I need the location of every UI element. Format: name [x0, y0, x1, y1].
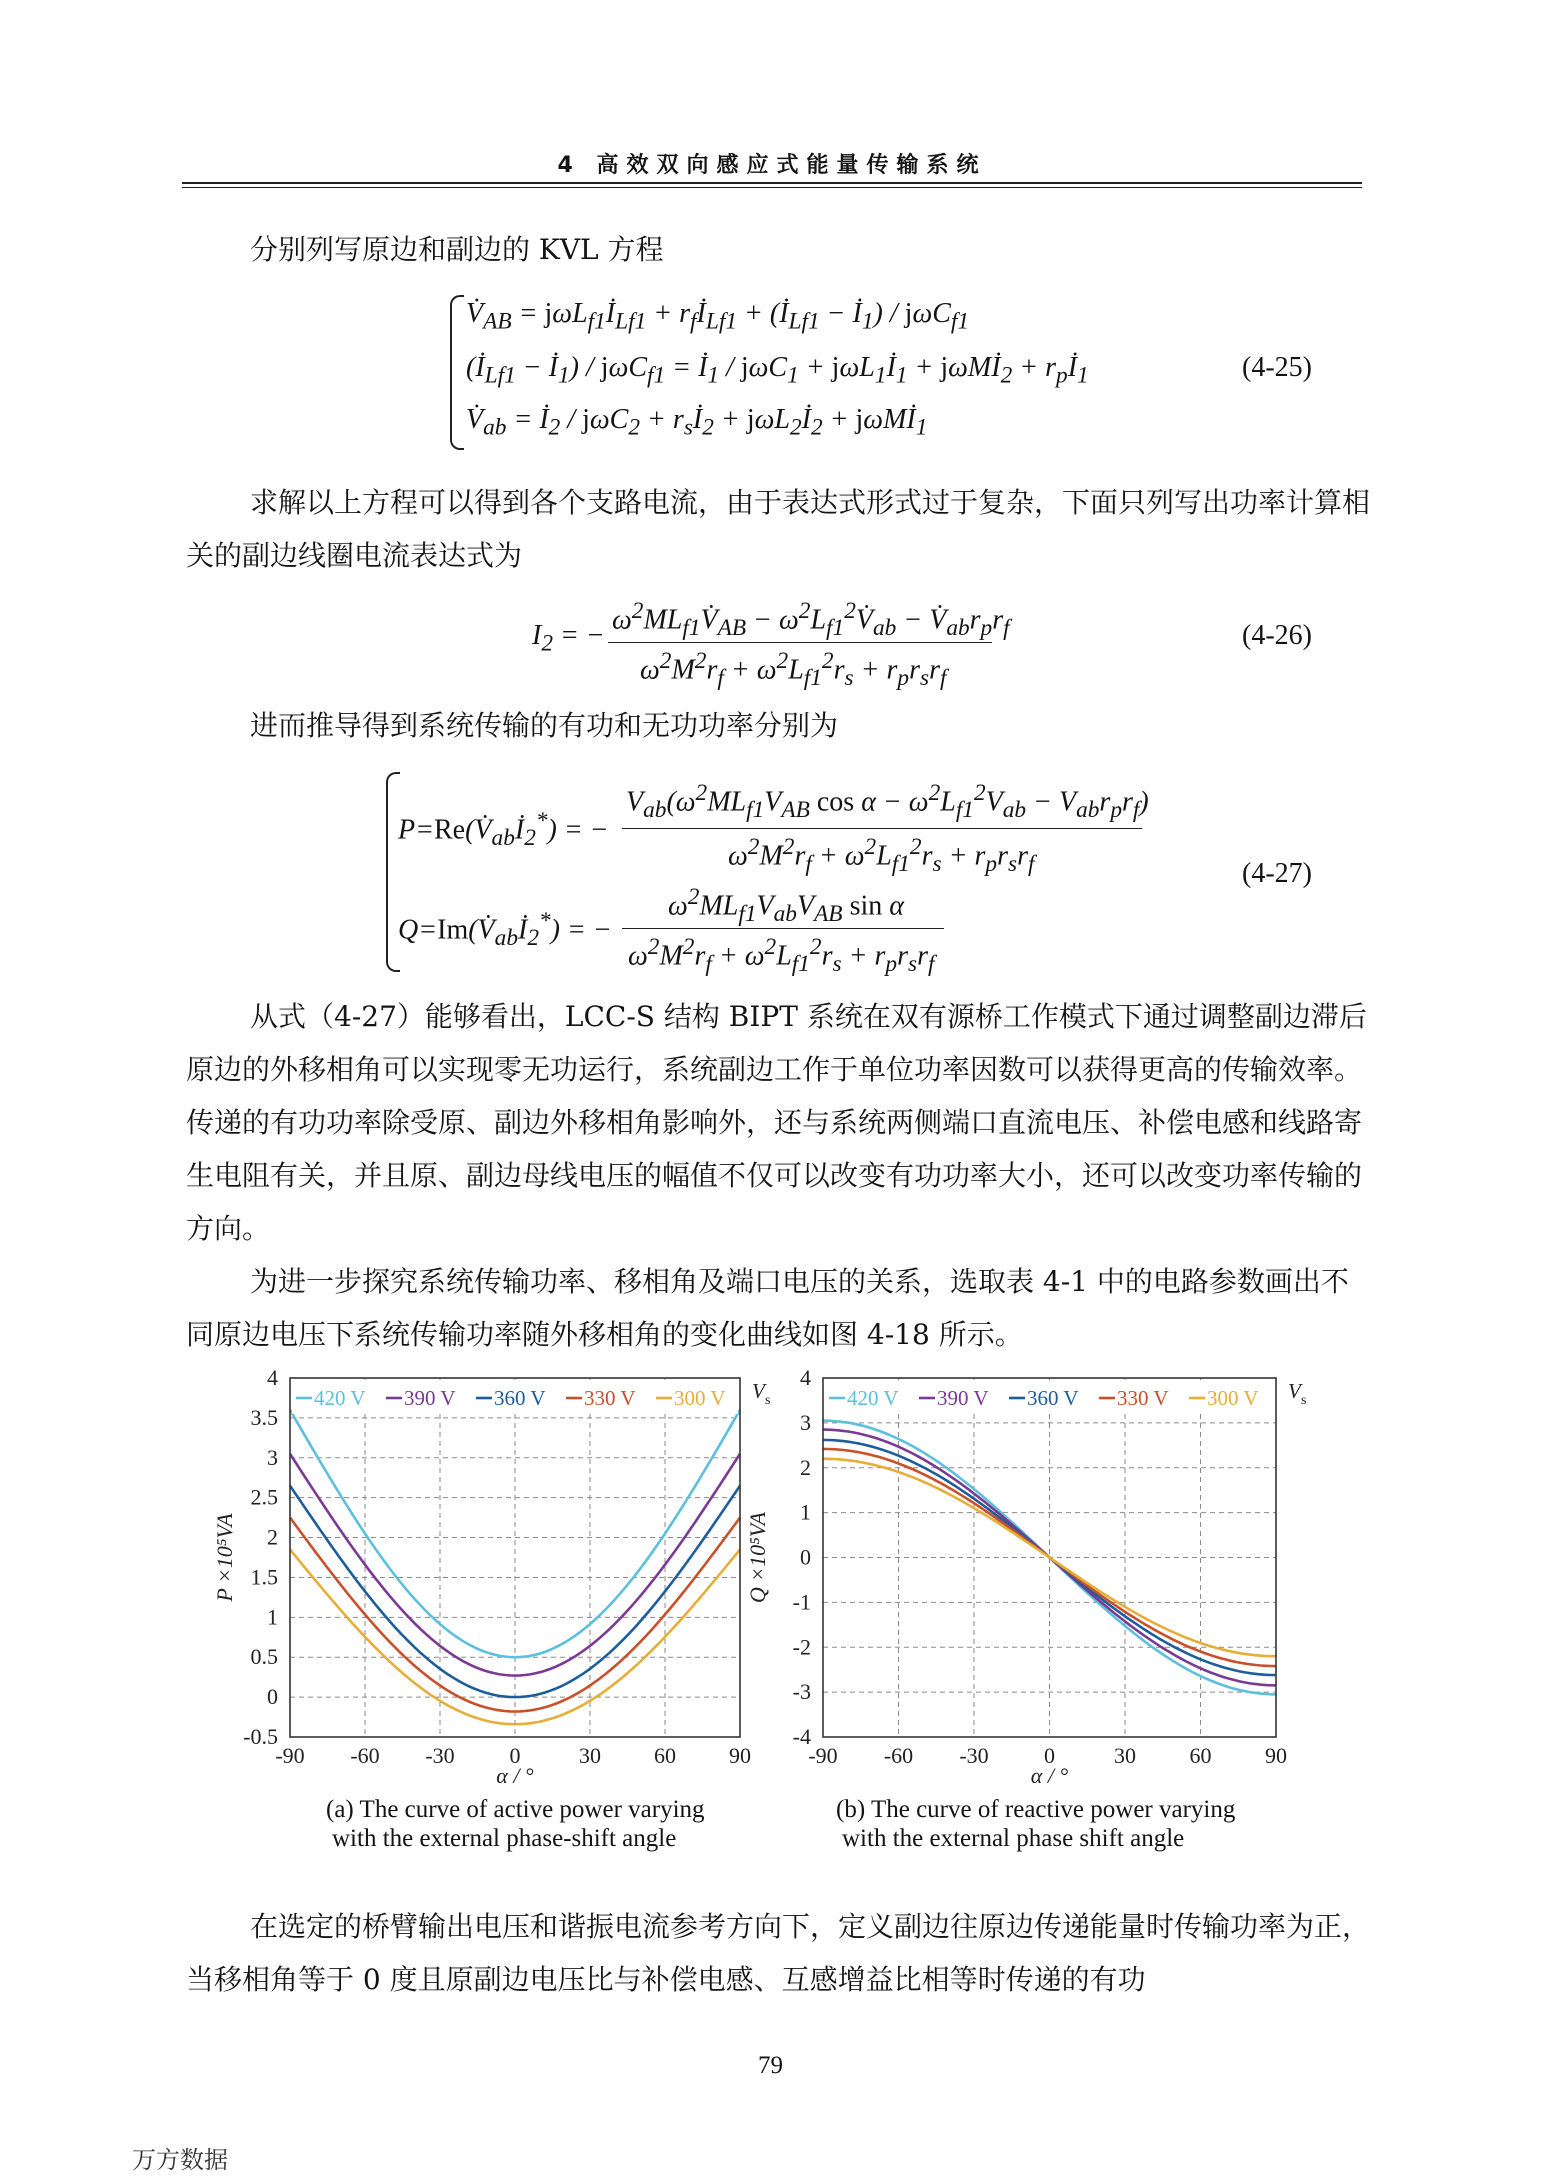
legend-suffix-sub: s	[765, 1393, 771, 1408]
x-tick-label: -60	[883, 1743, 914, 1768]
y-tick-label: 1	[267, 1604, 278, 1630]
paragraph-text: 求解以上方程可以得到各个支路电流，由于表达式形式过于复杂，下面只列写出功率计算相关的副边线圈电流表达式为	[186, 486, 1371, 572]
legend-label: 330 V	[1117, 1386, 1169, 1410]
x-tick-label: -90	[275, 1743, 305, 1768]
legend-label: 330 V	[584, 1386, 636, 1410]
paragraph-definition	[186, 1900, 1370, 2006]
y-tick-label: -1	[792, 1589, 811, 1615]
y-tick-label: 1	[800, 1499, 811, 1525]
chapter-header: 4 高效双向感应式能量传输系统	[557, 153, 987, 178]
y-tick-label: 1.5	[250, 1564, 278, 1590]
caption-a-line2: with the external phase-shift angle	[332, 1825, 677, 1852]
y-tick-label: 0.5	[250, 1644, 278, 1670]
caption-b-line1: (b) The curve of reactive power varying	[836, 1796, 1236, 1823]
legend-suffix: V	[752, 1379, 765, 1403]
legend-label: 420 V	[847, 1386, 899, 1410]
caption-a	[326, 1795, 705, 1853]
plot-area	[290, 1378, 740, 1737]
legend-label: 420 V	[314, 1386, 366, 1410]
legend-label: 300 V	[674, 1386, 726, 1410]
y-tick-label: -4	[792, 1724, 811, 1749]
x-tick-label: 30	[1114, 1743, 1136, 1768]
x-tick-label: -30	[425, 1743, 455, 1768]
page-number: 79	[758, 2052, 783, 2079]
equation-number: (4-26)	[1242, 620, 1312, 651]
y-tick-label: -2	[792, 1634, 811, 1660]
legend-suffix: V	[1288, 1379, 1301, 1403]
y-tick-label: 0	[800, 1544, 811, 1570]
paragraph-text: 为进一步探究系统传输功率、移相角及端口电压的关系，选取表 4-1 中的电路参数画出不同原边电压下系统传输功率随外移相角的变化曲线如图 4-18 所示。	[186, 1265, 1349, 1351]
caption-b-line2: with the external phase shift angle	[842, 1825, 1185, 1852]
y-tick-label: 2	[800, 1454, 811, 1480]
y-tick-label: 2.5	[250, 1484, 278, 1510]
watermark-text: 万方数据	[132, 2146, 228, 2174]
x-tick-label: 60	[654, 1743, 676, 1768]
y-axis-label: Q ×10⁵VA	[745, 1511, 770, 1604]
y-tick-label: 3.5	[250, 1404, 278, 1430]
caption-a-line1: (a) The curve of active power varying	[326, 1796, 705, 1823]
y-tick-label: 0	[267, 1684, 278, 1710]
legend-label: 390 V	[404, 1386, 456, 1410]
x-tick-label: 0	[509, 1743, 521, 1768]
x-tick-label: 90	[1265, 1743, 1287, 1768]
y-tick-label: -3	[792, 1679, 811, 1705]
legend-label: 360 V	[1027, 1386, 1079, 1410]
legend-label: 390 V	[937, 1386, 989, 1410]
paragraph-text: 在选定的桥臂输出电压和谐振电流参考方向下，定义副边往原边传递能量时传输功率为正，当移相角等于 0 度且原副边电压比与补偿电感、互感增益比相等时传递的有功	[186, 1910, 1371, 1996]
legend-label: 300 V	[1207, 1386, 1259, 1410]
x-tick-label: 90	[729, 1743, 751, 1768]
paragraph-text: 从式（4-27）能够看出，LCC-S 结构 BIPT 系统在双有源桥工作模式下通过调整副边滞后原边的外移相角可以实现零无功运行，系统副边工作于单位功率因数可以获得更高的传输效率。传递的有功功率除受原、副边外移相角影响外，还与系统两侧端口直流电压、补偿电感和线路寄生电阻有关，并且原、副边母线电压的幅值不仅可以改变有功功率大小，还可以改变功率传输的方向。	[186, 1000, 1367, 1245]
x-axis-label: α / °	[1030, 1763, 1069, 1788]
legend-suffix-sub: s	[1301, 1393, 1307, 1408]
y-tick-label: -0.5	[243, 1724, 278, 1749]
y-tick-label: 2	[267, 1524, 278, 1550]
x-tick-label: 30	[579, 1743, 601, 1768]
y-tick-label: 3	[800, 1409, 811, 1435]
x-tick-label: -30	[959, 1743, 989, 1768]
x-tick-label: 0	[1044, 1743, 1055, 1768]
y-tick-label: 4	[267, 1365, 278, 1390]
legend-label: 360 V	[494, 1386, 546, 1410]
y-axis-label: P ×10⁵VA	[212, 1513, 237, 1602]
y-tick-label: 4	[800, 1365, 811, 1390]
equation-number: (4-25)	[1242, 352, 1312, 383]
x-tick-label: -90	[808, 1743, 838, 1768]
y-tick-label: 3	[267, 1444, 278, 1470]
x-axis-label: α / °	[496, 1763, 534, 1788]
caption-b	[836, 1795, 1235, 1853]
paragraph-power-intro: 进而推导得到系统传输的有功和无功功率分别为	[250, 709, 839, 742]
equation-number: (4-27)	[1242, 858, 1312, 889]
x-tick-label: 60	[1189, 1743, 1212, 1768]
paragraph-kvl-intro: 分别列写原边和副边的 KVL 方程	[250, 233, 664, 266]
x-tick-label: -60	[350, 1743, 380, 1768]
